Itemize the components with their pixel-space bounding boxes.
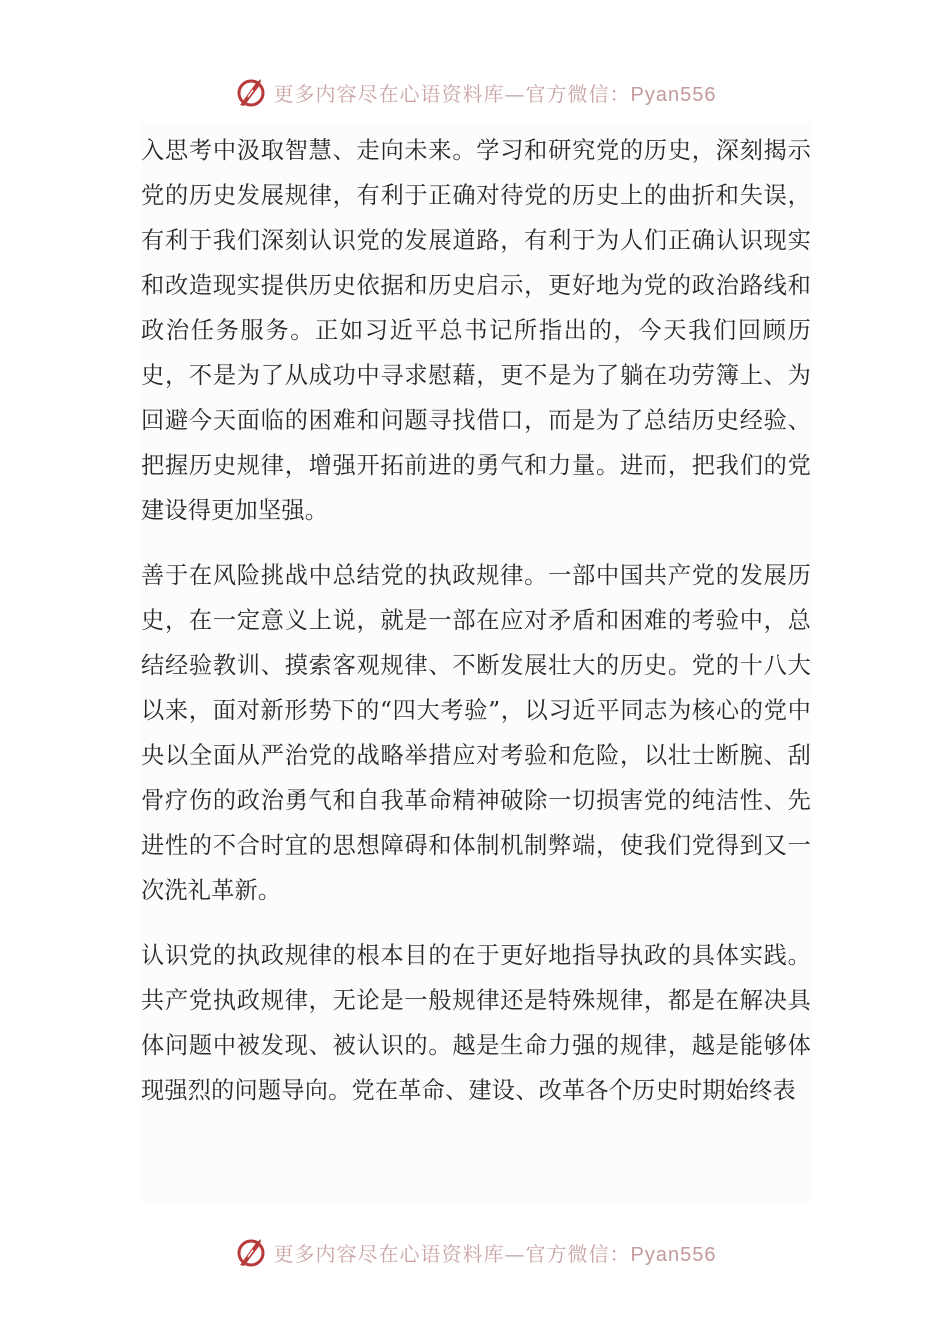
banner-separator: — [504,81,526,106]
paragraph-1: 入思考中汲取智慧、走向未来。学习和研究党的历史，深刻揭示党的历史发展规律，有利于正确对待党的历史上的曲折和失误，有利于我们深刻认识党的发展道路，有利于为人们正确认识现实和改造现实提供历史依据和历史启示，更好地为党的政治路线和政治任务服务。正如习近平总书记所指出的，今天我们回顾历史，不是为了从成功中寻求慰藉，更不是为了躺在功劳簿上、为回避今天面临的困难和问题寻找借口，而是为了总结历史经验、把握历史规律，增强开拓前进的勇气和力量。进而，把我们的党建设得更加坚强。 [141,137,811,524]
header-banner [0,72,950,112]
document-body [141,122,811,1204]
banner-wechat-id: Pyan556 [630,1243,717,1266]
pen-logo-icon [234,75,268,109]
banner-official: 官方微信： [525,1241,631,1266]
banner-official: 官方微信： [525,81,631,106]
paragraph-3: 认识党的执政规律的根本目的在于更好地指导执政的具体实践。共产党执政规律，无论是一般规律还是特殊规律，都是在解决具体问题中被发现、被认识的。越是生命力强的规律，越是能够体现强烈的问题导向。党在革命、建设、改革各个历史时期始终表 [141,942,811,1104]
pen-logo-icon [234,1235,268,1269]
banner-wechat-id: Pyan556 [630,83,717,106]
banner-text [274,78,717,107]
banner-text [274,1238,717,1267]
paragraph-2: 善于在风险挑战中总结党的执政规律。一部中国共产党的发展历史，在一定意义上说，就是一部在应对矛盾和困难的考验中，总结经验教训、摸索客观规律、不断发展壮大的历史。党的十八大以来，面对新形势下的“四大考验”，以习近平同志为核心的党中央以全面从严治党的战略举措应对考验和危险，以壮士断腕、刮骨疗伤的政治勇气和自我革命精神破除一切损害党的纯洁性、先进性的不合时宜的思想障碍和体制机制弊端，使我们党得到又一次洗礼革新。 [141,562,811,904]
banner-brand: 更多内容尽在心语资料库 [273,1241,505,1266]
banner-separator: — [504,1241,526,1266]
banner-brand: 更多内容尽在心语资料库 [273,81,505,106]
footer-banner [0,1232,950,1272]
